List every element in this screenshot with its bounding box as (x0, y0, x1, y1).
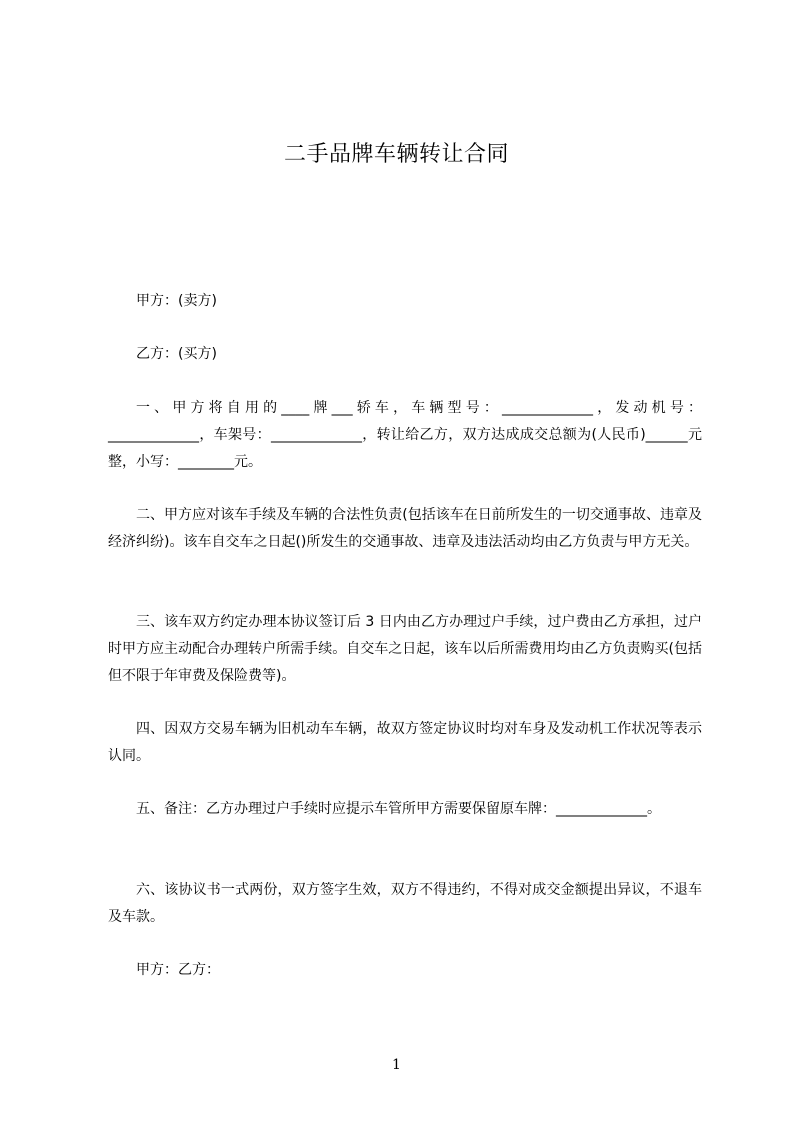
clause-3: 三、该车双方约定办理本协议签订后 3 日内由乙方办理过户手续，过户费由乙方承担，过户时甲方应主动配合办理转户所需手续。自交车之日起，该车以后所需费用均由乙方负责购买(包括但不限于年审费及保险费等)。 (108, 614, 702, 684)
page-number: 1 (392, 1057, 401, 1073)
party-b-line: 乙方：(买方) (136, 346, 217, 362)
clause-6: 六、该协议书一式两份，双方签字生效，双方不得违约，不得对成交金额提出异议，不退车及车款。 (108, 882, 702, 925)
clause-1: 一、甲方将自用的____牌___轿车，车辆型号：_____________，发动机号：_____________，车架号：_____________，转让给乙方，双方达成成交总额为(人民币)______元整，小写：________元。 (108, 400, 702, 470)
clause-2: 二、甲方应对该车手续及车辆的合法性负责(包括该车在日前所发生的一切交通事故、违章及经济纠纷)。该车自交车之日起()所发生的交通事故、违章及违法活动均由乙方负责与甲方无关。 (108, 507, 702, 550)
clause-5: 五、备注：乙方办理过户手续时应提示车管所甲方需要保留原车牌：_____________。 (136, 801, 661, 817)
contract-title: 二手品牌车辆转让合同 (283, 142, 509, 167)
party-a-line: 甲方：(卖方) (136, 293, 217, 309)
signature-line: 甲方：乙方： (136, 962, 220, 978)
clause-4: 四、因双方交易车辆为旧机动车车辆，故双方签定协议时均对车身及发动机工作状况等表示认同。 (108, 721, 702, 764)
